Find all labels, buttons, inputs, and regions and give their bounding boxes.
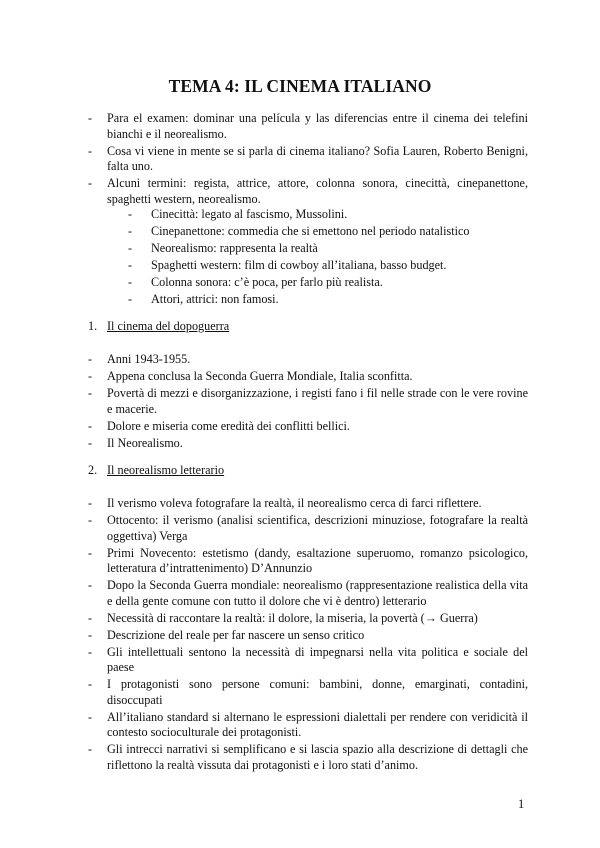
list-item: - Primi Novecento: estetismo (dandy, esaltazione superuomo, romanzo psicologico, letteratura d’intrattenimento) D’Annunzio <box>88 546 528 577</box>
list-item: - Dolore e miseria come eredità dei conflitti bellici. <box>88 419 528 435</box>
list-item: - Descrizione del reale per far nascere un senso critico <box>88 628 528 644</box>
list-item: - Gli intellettuali sentono la necessità di impegnarsi nella vita politica e sociale del paese <box>88 645 528 676</box>
list-item: - Ottocento: il verismo (analisi scientifica, descrizioni minuziose, fotografare la realtà oggettiva) Verga <box>88 513 528 544</box>
section1-number: 1. <box>88 319 98 333</box>
section1-title: Il cinema del dopoguerra <box>107 319 230 333</box>
section2-number: 2. <box>88 463 98 477</box>
list-item: - Cosa vi viene in mente se si parla di cinema italiano? Sofia Lauren, Roberto Benigni, falta uno. <box>88 144 528 175</box>
sublist-item: - Neorealismo: rappresenta la realtà <box>128 241 528 257</box>
section2-list <box>88 496 528 775</box>
section2-heading <box>88 463 224 478</box>
section2-title: Il neorealismo letterario <box>107 463 225 477</box>
list-item: - Para el examen: dominar una película y las diferencias entre il cinema dei telefini bianchi e il neorealismo. <box>88 111 528 142</box>
list-item: - Povertà di mezzi e disorganizzazione, i registi fano i fil nelle strade con le vere rovine e macerie. <box>88 386 528 417</box>
sublist-item: - Cinecittà: legato al fascismo, Mussolini. <box>128 207 528 223</box>
page-number: 1 <box>518 797 525 811</box>
list-item: - I protagonisti sono persone comuni: bambini, donne, emarginati, contadini, disoccupati <box>88 677 528 708</box>
page-title: TEMA 4: IL CINEMA ITALIANO <box>168 76 432 96</box>
list-item: - Dopo la Seconda Guerra mondiale: neorealismo (rappresentazione realistica della vita e della gente comune con tutto il dolore che vi è dentro) letterario <box>88 578 528 609</box>
sublist-item: - Colonna sonora: c’è poca, per farlo più realista. <box>128 275 528 291</box>
list-item: - All’italiano standard si alternano le espressioni dialettali per rendere con veridicità il contesto socioculturale dei protagonisti. <box>88 710 528 741</box>
sublist-item: - Cinepanettone: commedia che si emettono nel periodo natalistico <box>128 224 528 240</box>
list-item: - Necessità di raccontare la realtà: il dolore, la miseria, la povertà (→ Guerra) <box>88 611 528 627</box>
section1-heading <box>88 319 229 334</box>
list-item: - Appena conclusa la Seconda Guerra Mondiale, Italia sconfitta. <box>88 369 528 385</box>
list-item: - Il Neorealismo. <box>88 436 528 452</box>
sublist-item: - Spaghetti western: film di cowboy all’italiana, basso budget. <box>128 258 528 274</box>
terms-sublist <box>128 207 528 309</box>
sublist-item: - Attori, attrici: non famosi. <box>128 292 528 308</box>
section1-list <box>88 352 528 453</box>
list-item: - Alcuni termini: regista, attrice, attore, colonna sonora, cinecittà, cinepanettone, spaghetti western, neorealismo. <box>88 176 528 207</box>
list-item: - Anni 1943-1955. <box>88 352 528 368</box>
list-item: - Gli intrecci narrativi si semplificano e si lascia spazio alla descrizione di dettagli che riflettono la realtà vissuta dai protagonisti e i loro stati d’animo. <box>88 742 528 773</box>
list-item: - Il verismo voleva fotografare la realtà, il neorealismo cerca di farci riflettere. <box>88 496 528 512</box>
intro-list <box>88 111 528 209</box>
